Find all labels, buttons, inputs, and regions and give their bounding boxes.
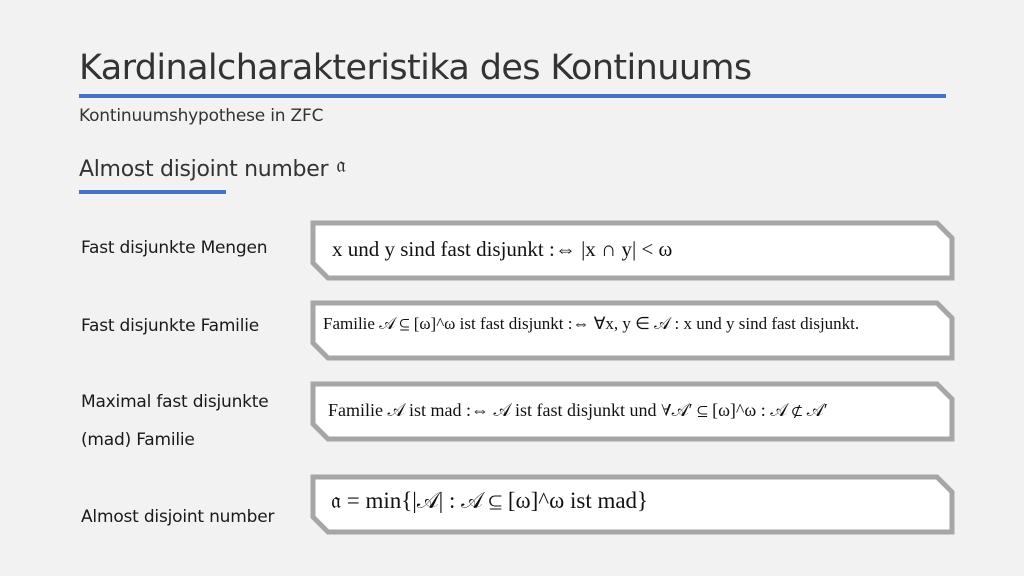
- formula-text: Familie 𝒜 ist mad :⇔ 𝒜 ist fast disjunkt und ∀𝒜′ ⊆ [ω]^ω : 𝒜 ⊄ 𝒜′: [328, 400, 828, 420]
- section-title: Almost disjoint number: [79, 157, 329, 182]
- row-label-mad-familie-line2: (mad) Familie: [81, 430, 195, 450]
- formula-text: Familie 𝒜 ⊆ [ω]^ω ist fast disjunkt :⇔ ∀x, y ∈ 𝒜 : x und y sind fast disjunkt.: [323, 314, 860, 333]
- formula-text: 𝔞 = min{|𝒜| : 𝒜 ⊆ [ω]^ω ist mad}: [331, 488, 649, 513]
- slide-title: Kardinalcharakteristika des Kontinuums: [79, 48, 752, 88]
- title-underline: [79, 94, 946, 98]
- formula-text: x und y sind fast disjunkt :⇔ |x ∩ y| < ω: [332, 237, 673, 261]
- fraktur-a-symbol: 𝔞: [336, 153, 346, 178]
- row-label-mad-familie-line1: Maximal fast disjunkte: [81, 392, 269, 412]
- formula-box: [309, 219, 955, 282]
- row-label-almost-disjoint-number: Almost disjoint number: [81, 507, 275, 527]
- formula-box: [309, 299, 955, 362]
- row-label-fast-disjunkte-mengen: Fast disjunkte Mengen: [81, 238, 268, 258]
- section-heading: [79, 153, 346, 182]
- slide-subtitle: Kontinuumshypothese in ZFC: [79, 106, 324, 126]
- formula-box: [309, 380, 955, 443]
- formula-box: [309, 473, 955, 536]
- section-underline: [79, 190, 226, 194]
- row-label-fast-disjunkte-familie: Fast disjunkte Familie: [81, 316, 260, 336]
